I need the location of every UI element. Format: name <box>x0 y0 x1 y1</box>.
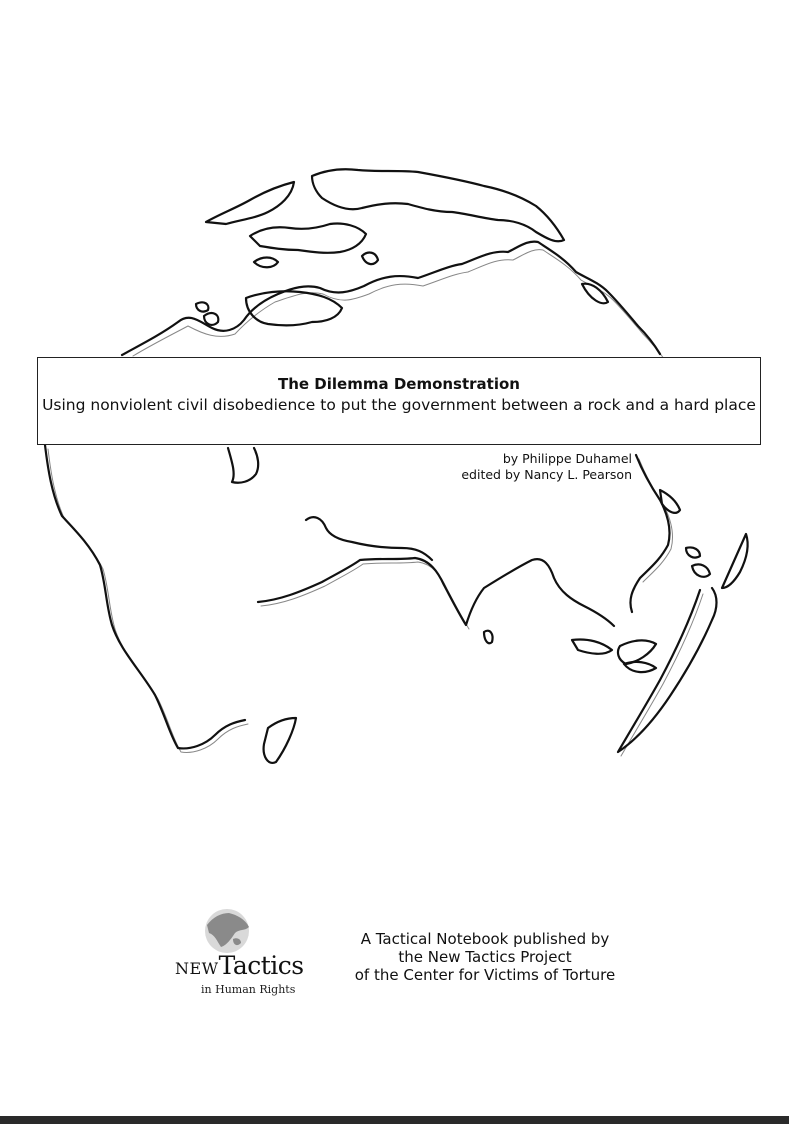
bottom-edge-bar <box>0 1116 789 1124</box>
logo-tagline: in Human Rights <box>201 983 296 996</box>
new-tactics-logo <box>175 905 320 1000</box>
publisher-line-1: A Tactical Notebook published by <box>360 930 610 948</box>
author-line: by Philippe Duhamel <box>502 451 632 466</box>
document-title: The Dilemma Demonstration <box>278 375 520 393</box>
document-subtitle: Using nonviolent civil disobedience to put the government between a rock and a hard place <box>42 396 756 414</box>
logo-word-tactics: Tactics <box>218 951 304 980</box>
publisher-line-3: of the Center for Victims of Torture <box>354 966 616 984</box>
logo-word-new: NEW <box>175 959 219 978</box>
logo-wordmark <box>175 951 304 980</box>
title-box <box>37 357 761 445</box>
publisher-statement <box>350 930 620 984</box>
byline <box>461 451 632 483</box>
globe-logo-icon <box>197 905 257 955</box>
publisher-line-2: the New Tactics Project <box>398 948 572 966</box>
editor-line: edited by Nancy L. Pearson <box>461 467 632 482</box>
